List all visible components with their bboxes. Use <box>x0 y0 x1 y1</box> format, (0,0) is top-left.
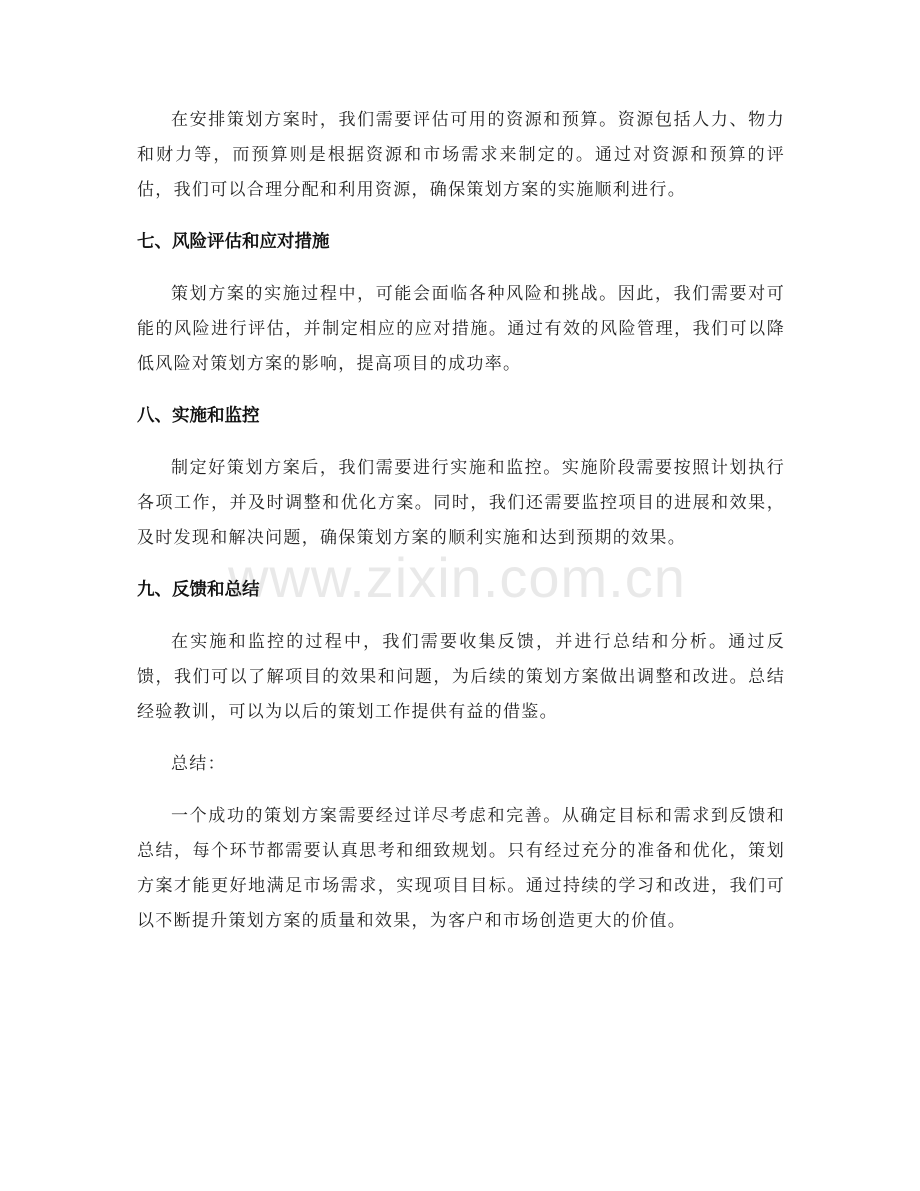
summary-label: 总结： <box>171 754 226 774</box>
paragraph-feedback: 在实施和监控的过程中，我们需要收集反馈，并进行总结和分析。通过反馈，我们可以了解项目的效果和问题，为后续的策划方案做出调整和改进。总结经验教训，可以为以后的策划工作提供有益的借鉴。 <box>137 632 785 722</box>
paragraph-risk: 策划方案的实施过程中，可能会面临各种风险和挑战。因此，我们需要对可能的风险进行评估，并制定相应的应对措施。通过有效的风险管理，我们可以降低风险对策划方案的影响，提高项目的成功率。 <box>137 284 785 374</box>
paragraph-resources-budget: 在安排策划方案时，我们需要评估可用的资源和预算。资源包括人力、物力和财力等，而预算则是根据资源和市场需求来制定的。通过对资源和预算的评估，我们可以合理分配和利用资源，确保策划方案的实施顺利进行。 <box>137 110 785 200</box>
watermark: www.zixin.com.cn <box>228 546 686 609</box>
section-heading-feedback: 九、反馈和总结 <box>137 580 260 600</box>
section-heading-implementation: 八、实施和监控 <box>137 406 260 426</box>
section-heading-risk: 七、风险评估和应对措施 <box>137 232 330 252</box>
paragraph-implementation: 制定好策划方案后，我们需要进行实施和监控。实施阶段需要按照计划执行各项工作，并及时调整和优化方案。同时，我们还需要监控项目的进展和效果，及时发现和解决问题，确保策划方案的顺利实施和达到预期的效果。 <box>137 458 785 548</box>
paragraph-summary: 一个成功的策划方案需要经过详尽考虑和完善。从确定目标和需求到反馈和总结，每个环节都需要认真思考和细致规划。只有经过充分的准备和优化，策划方案才能更好地满足市场需求，实现项目目标。通过持续的学习和改进，我们可以不断提升策划方案的质量和效果，为客户和市场创造更大的价值。 <box>137 806 785 931</box>
document-body <box>137 103 785 939</box>
